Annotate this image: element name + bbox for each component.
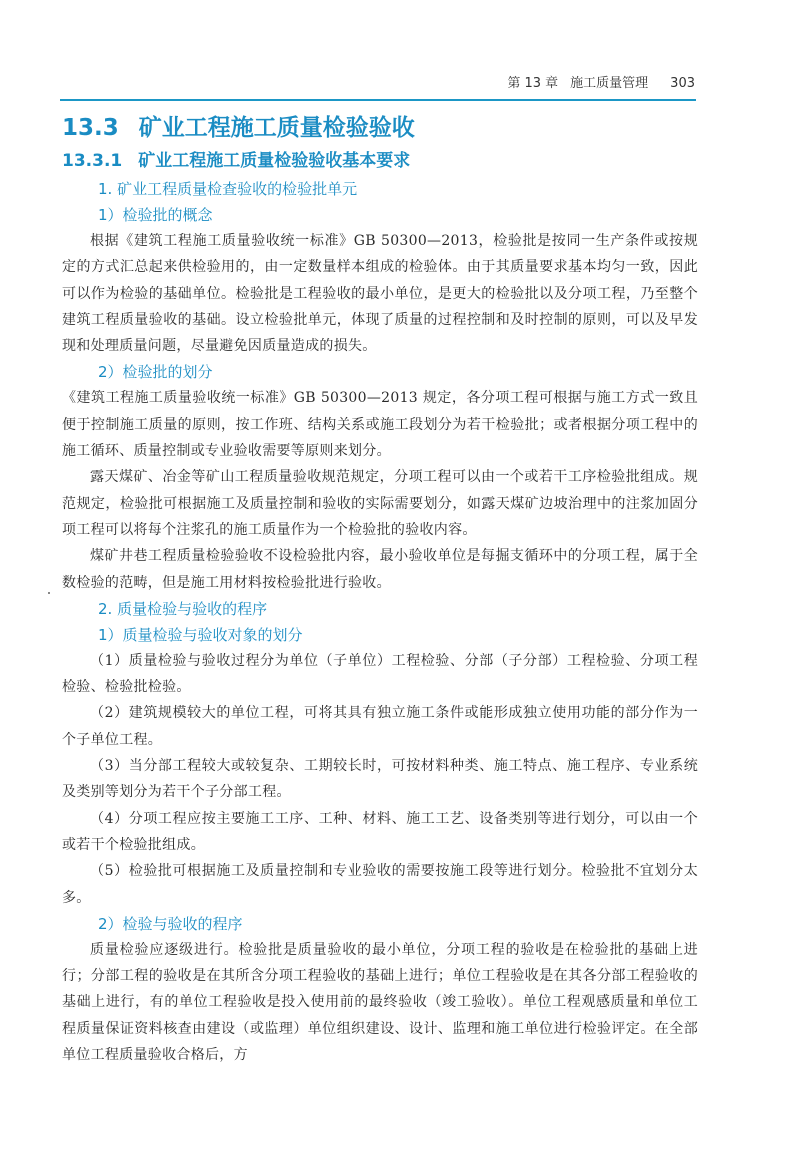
paragraph: 《建筑工程施工质量验收统一标准》GB 50300—2013 规定，各分项工程可根据与施工方式一致且便于控制施工质量的原则，按工作班、结构关系或施工段划分为若干检验批；或者根据分项工程中的施工循环、质量控制或专业验收需要等原则来划分。: [62, 390, 698, 460]
heading-object-division: 1）质量检验与验收对象的划分: [98, 625, 303, 644]
chapter-number: 第 13 章: [507, 76, 559, 91]
list-item: （5）检验批可根据施工及质量控制和专业验收的需要按施工段等进行划分。检验批不宜划分太多。: [62, 863, 698, 906]
heading-lot-concept: 1）检验批的概念: [98, 206, 213, 224]
header-rule: [60, 99, 696, 101]
list-item: （1）质量检验与验收过程分为单位（子单位）工程检验、分部（子分部）工程检验、分项工程检验、检验批检验。: [62, 652, 698, 696]
page-body: [62, 110, 698, 1068]
section-number: 13.3: [62, 115, 119, 141]
section-heading: [62, 110, 698, 146]
paragraph: 根据《建筑工程施工质量验收统一标准》GB 50300—2013，检验批是按同一生产条件或按规定的方式汇总起来供检验用的，由一定数量样本组成的检验体。由于其质量要求基本均匀一致，因此可以作为检验的基础单位。检验批是工程验收的最小单位，是更大的检验批以及分项工程，乃至整个建筑工程质量验收的基础。设立检验批单元，体现了质量的过程控制和及时控制的原则，可以及早发现和处理质量问题，尽量避免因质量造成的损失。: [62, 233, 698, 355]
margin-dot: [48, 592, 50, 594]
subsection-heading: [62, 146, 698, 176]
list-item: （3）当分部工程较大或较复杂、工期较长时，可按材料种类、施工特点、施工程序、专业系统及类别等划分为若干个子分部工程。: [62, 758, 698, 801]
paragraph: 质量检验应逐级进行。检验批是质量验收的最小单位，分项工程的验收是在检验批的基础上进行；分部工程的验收是在其所含分项工程验收的基础上进行；单位工程验收是在其各分部工程验收的基础上进行，有的单位工程验收是投入使用前的最终验收（竣工验收）。单位工程观感质量和单位工程质量保证资料核查由建设（或监理）单位组织建设、设计、监理和施工单位进行检验评定。在全部单位工程质量验收合格后，方: [62, 941, 698, 1064]
list-item: （4）分项工程应按主要施工工序、工种、材料、施工工艺、设备类别等进行划分，可以由一个或若干个检验批组成。: [62, 810, 698, 853]
subsection-title: 矿业工程施工质量检验验收基本要求: [138, 151, 411, 171]
heading-procedure: 2）检验与验收的程序: [98, 914, 243, 933]
page-number: 303: [670, 76, 695, 91]
heading-inspection-procedure: 2. 质量检验与验收的程序: [98, 599, 268, 618]
chapter-title: 施工质量管理: [570, 76, 649, 91]
subsection-number: 13.3.1: [62, 151, 123, 171]
list-item: （2）建筑规模较大的单位工程，可将其具有独立施工条件或能形成独立使用功能的部分作为一个子单位工程。: [62, 705, 698, 748]
heading-lot-division: 2）检验批的划分: [98, 363, 213, 382]
section-title: 矿业工程施工质量检验验收: [138, 115, 415, 141]
running-head: [60, 72, 695, 91]
heading-inspection-lot-unit: 1. 矿业工程质量检查验收的检验批单元: [98, 180, 358, 198]
paragraph: 煤矿井巷工程质量检验验收不设检验批内容，最小验收单位是每掘支循环中的分项工程，属于全数检验的范畴，但是施工用材料按检验批进行验收。: [62, 548, 698, 591]
paragraph: 露天煤矿、冶金等矿山工程质量验收规范规定，分项工程可以由一个或若干工序检验批组成。规范规定，检验批可根据施工及质量控制和验收的实际需要划分，如露天煤矿边坡治理中的注浆加固分项工程可以将每个注浆孔的施工质量作为一个检验批的验收内容。: [62, 469, 698, 538]
